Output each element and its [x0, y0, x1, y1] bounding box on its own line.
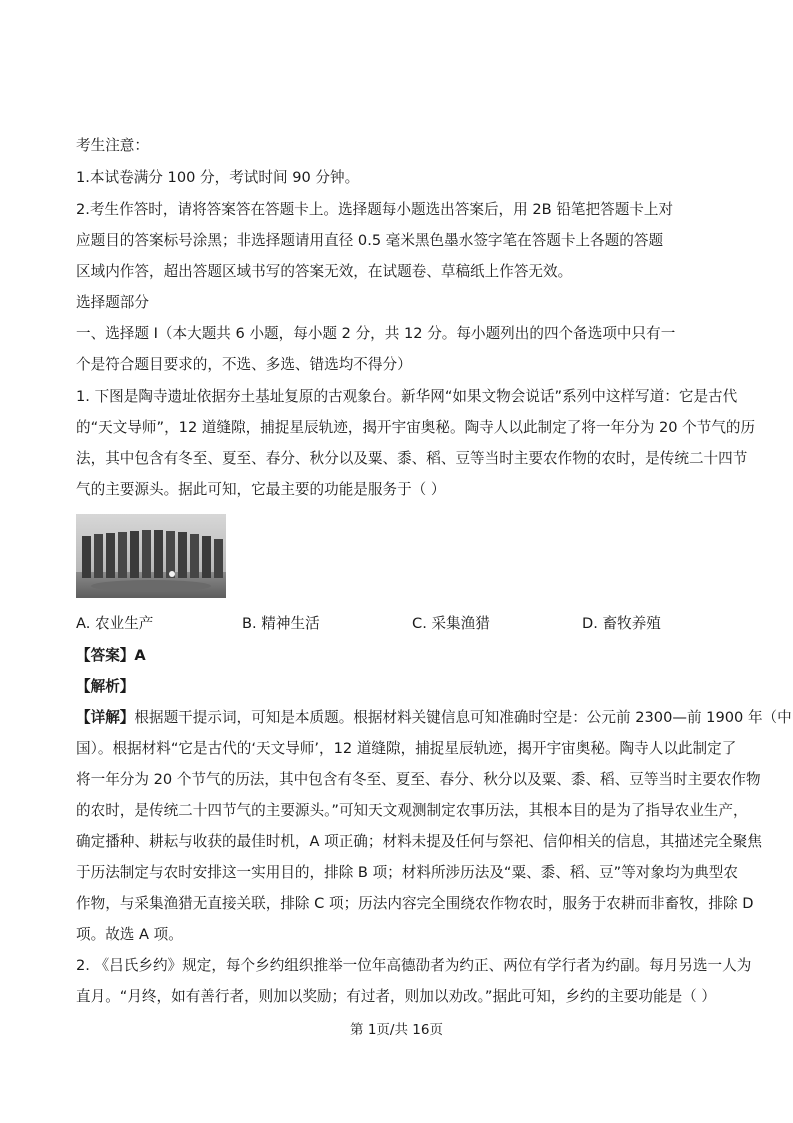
- detail-label: 【详解】: [76, 709, 135, 726]
- detail-text: 根据题干提示词，可知是本质题。根据材料关键信息可知准确时空是：公元前 2300—前 1900 年（中: [134, 709, 792, 726]
- detail-line: 项。故选 A 项。: [76, 926, 183, 943]
- question2-stem: 2. 《吕氏乡约》规定，每个乡约组织推举一位年高德劭者为约正、两位有学行者为约副。每月另选一人为: [76, 957, 752, 974]
- detail-line: [76, 708, 792, 728]
- question1-options: [76, 614, 716, 634]
- option-a: A. 农业生产: [76, 615, 154, 632]
- part-one-instructions: 个是符合题目要求的，不选、多选、错选均不得分）: [76, 356, 412, 373]
- option-c: C. 采集渔猎: [412, 615, 490, 632]
- analysis-label: 【解析】: [76, 678, 135, 695]
- detail-line: 国）。根据材料“它是古代的‘天文导师’，12 道缝隙，捕捉星辰轨迹，揭开宇宙奥秘。陶寺人以此制定了: [76, 740, 737, 757]
- question1-stem: 法，其中包含有冬至、夏至、春分、秋分以及粟、黍、稻、豆等当时主要农作物的农时，是传统二十四节: [76, 450, 748, 467]
- question1-stem: 1. 下图是陶寺遗址依据夯土基址复原的古观象台。新华网“如果文物会说话”系列中这样写道：它是古代: [76, 388, 738, 405]
- detail-line: 作物，与采集渔猎无直接关联，排除 C 项；历法内容完全围绕农作物农时，服务于农耕而非畜牧，排除 D: [76, 895, 754, 912]
- observatory-photo: [76, 514, 226, 598]
- question1-stem: 的“天文导师”，12 道缝隙，捕捉星辰轨迹，揭开宇宙奥秘。陶寺人以此制定了将一年分为 20 个节气的历: [76, 419, 756, 436]
- question2-stem: 直月。“月终，如有善行者，则加以奖励；有过者，则加以劝改。”据此可知，乡约的主要功能是（ ）: [76, 988, 716, 1005]
- detail-line: 确定播种、耕耘与收获的最佳时机，A 项正确；材料未提及任何与祭祀、信仰相关的信息，其描述完全聚焦: [76, 833, 762, 850]
- part-one-instructions: 一、选择题 I（本大题共 6 小题，每小题 2 分，共 12 分。每小题列出的四个备选项中只有一: [76, 325, 676, 342]
- question1-stem: 气的主要源头。据此可知，它最主要的功能是服务于（ ）: [76, 481, 446, 498]
- option-b: B. 精神生活: [242, 615, 320, 632]
- section-title: 选择题部分: [76, 294, 149, 311]
- notice-item: 应题目的答案标号涂黑；非选择题请用直径 0.5 毫米黑色墨水签字笔在答题卡上各题的答题: [76, 232, 664, 249]
- answer: 【答案】A: [76, 647, 146, 664]
- detail-line: 的农时，是传统二十四节气的主要源头。”可知天文观测制定农事历法，其根本目的是为了指导农业生产，: [76, 802, 748, 819]
- detail-line: 将一年分为 20 个节气的历法，其中包含有冬至、夏至、春分、秋分以及粟、黍、稻、豆等当时主要农作物: [76, 771, 761, 788]
- notice-item: 区域内作答，超出答题区域书写的答案无效，在试题卷、草稿纸上作答无效。: [76, 263, 573, 280]
- detail-line: 于历法制定与农时安排这一实用目的，排除 B 项；材料所涉历法及“粟、黍、稻、豆”等对象均为典型农: [76, 864, 738, 881]
- notice-heading: 考生注意：: [76, 137, 149, 154]
- option-d: D. 畜牧养殖: [582, 615, 661, 632]
- notice-item: 2.考生作答时，请将答案答在答题卡上。选择题每小题选出答案后，用 2B 铅笔把答题卡上对: [76, 201, 674, 218]
- page-number: 第 1页/共 16页: [350, 1022, 443, 1038]
- notice-item: 1.本试卷满分 100 分，考试时间 90 分钟。: [76, 169, 360, 186]
